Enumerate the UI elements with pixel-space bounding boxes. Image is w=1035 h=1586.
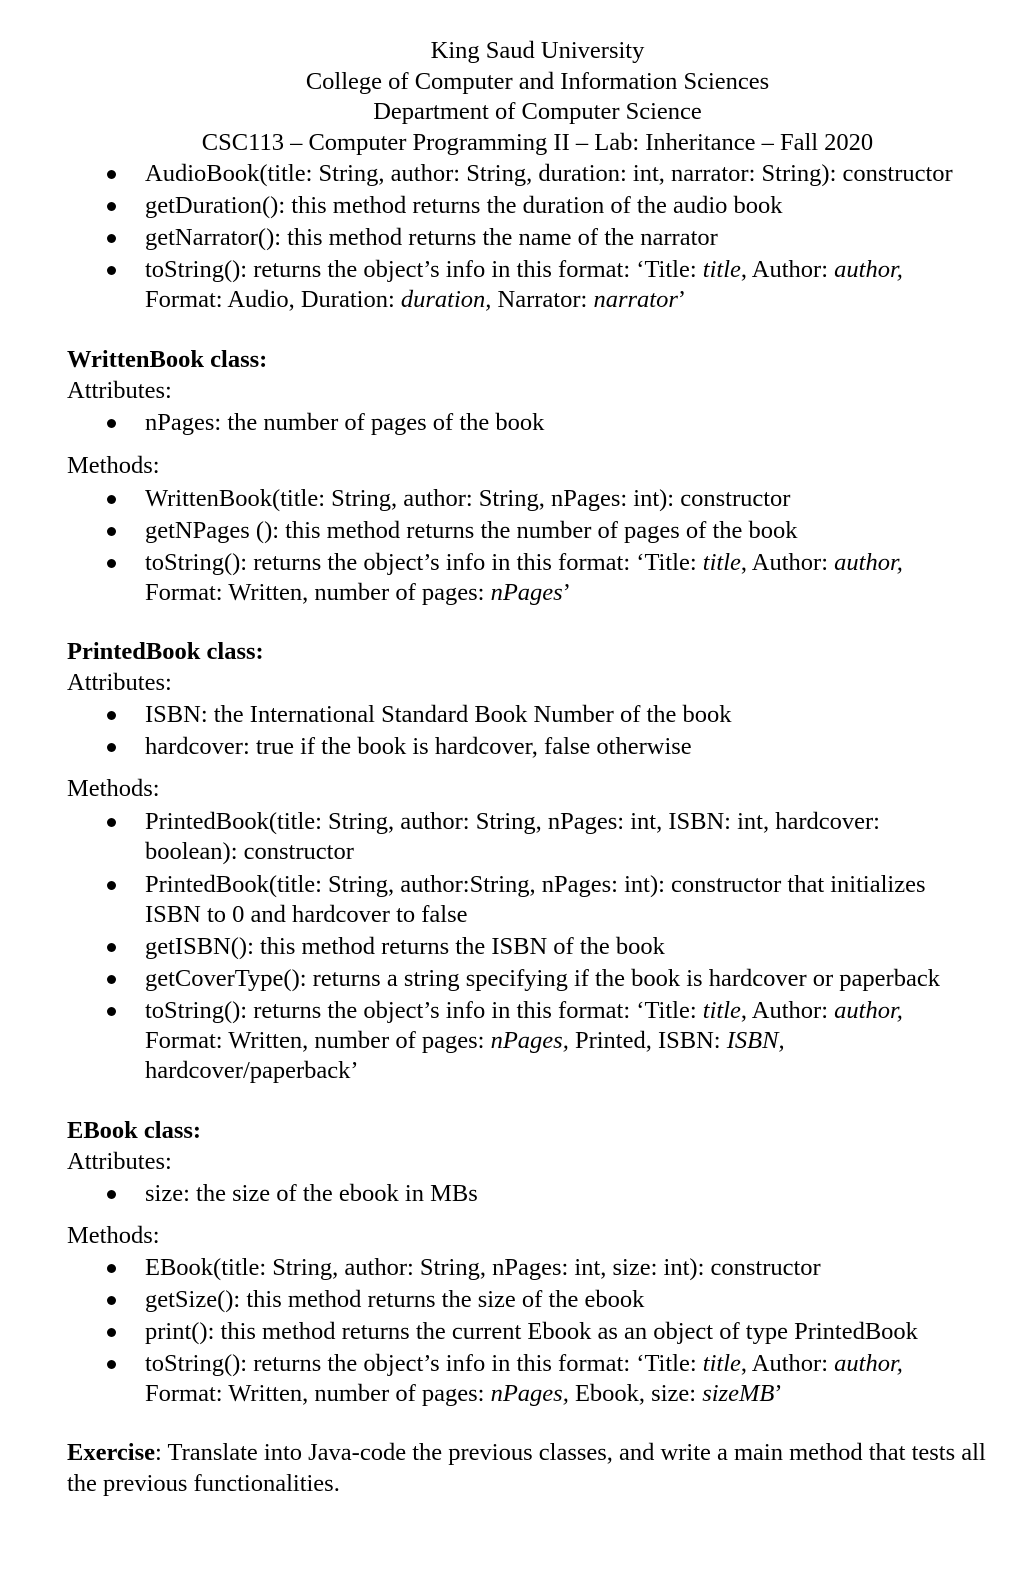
bullet-icon (107, 1296, 116, 1305)
list-item (0, 700, 732, 730)
ebook-attributes-list (0, 1179, 478, 1209)
bullet-icon (107, 202, 116, 211)
writtenbook-class-title: WrittenBook class: (67, 346, 268, 373)
writtenbook-methods-label: Methods: (67, 452, 160, 479)
department-name: Department of Computer Science (373, 98, 702, 125)
bullet-icon (107, 711, 116, 720)
bullet-icon (107, 1360, 116, 1369)
list-item (0, 870, 940, 930)
bullet-icon (107, 975, 116, 984)
list-item (0, 932, 940, 962)
bullet-icon (107, 1328, 116, 1337)
exercise-paragraph (67, 1437, 997, 1499)
list-item (0, 807, 940, 867)
document-header (0, 36, 1035, 158)
list-item (0, 996, 940, 1086)
printedbook-methods-label: Methods: (67, 775, 160, 802)
bullet-icon (107, 234, 116, 243)
isbn-attribute: ISBN: the International Standard Book Number of the book (145, 701, 732, 728)
get-npages-method: getNPages (): this method returns the number of pages of the book (145, 517, 798, 544)
bullet-icon (107, 559, 116, 568)
audiobook-constructor: AudioBook(title: String, author: String, duration: int, narrator: String): constructor (145, 160, 953, 187)
bullet-icon (107, 743, 116, 752)
college-name: College of Computer and Information Sciences (305, 67, 770, 95)
ebook-methods-list (0, 1253, 918, 1409)
writtenbook-attributes-list (0, 408, 544, 438)
bullet-icon (107, 881, 116, 890)
exercise-label: Exercise (67, 1439, 155, 1466)
bullet-icon (107, 1007, 116, 1016)
list-item (0, 1285, 918, 1315)
bullet-icon (107, 495, 116, 504)
list-item (0, 1317, 918, 1347)
bullet-icon (107, 1190, 116, 1199)
list-item (0, 1253, 918, 1283)
bullet-icon (107, 419, 116, 428)
audiobook-tostring-line2: Format: Audio, Duration: duration, Narrator: narrator’ (145, 286, 687, 313)
get-duration-method: getDuration(): this method returns the duration of the audio book (145, 192, 783, 219)
bullet-icon (107, 818, 116, 827)
bullet-icon (107, 266, 116, 275)
audiobook-methods-list (0, 159, 953, 315)
ebook-tostring-line2: Format: Written, number of pages: nPages, Ebook, size: sizeMB’ (145, 1380, 783, 1407)
bullet-icon (107, 527, 116, 536)
writtenbook-attributes-label: Attributes: (67, 377, 172, 404)
bullet-icon (107, 943, 116, 952)
audiobook-tostring-line1: toString(): returns the object’s info in this format: ‘Title: title, Author: author, (145, 256, 903, 283)
course-title: CSC113 – Computer Programming II – Lab: Inheritance – Fall 2020 (201, 128, 874, 156)
printedbook-constructor2-line2: ISBN to 0 and hardcover to false (145, 901, 468, 928)
writtenbook-tostring-line2: Format: Written, number of pages: nPages’ (145, 579, 571, 606)
get-isbn-method: getISBN(): this method returns the ISBN of the book (145, 933, 665, 960)
printedbook-constructor-line1: PrintedBook(title: String, author: String, nPages: int, ISBN: int, hardcover: (145, 808, 880, 835)
list-item (0, 484, 903, 514)
ebook-class-title: EBook class: (67, 1117, 202, 1144)
writtenbook-constructor: WrittenBook(title: String, author: String, nPages: int): constructor (145, 485, 791, 512)
size-attribute: size: the size of the ebook in MBs (145, 1180, 478, 1207)
printedbook-constructor2-line1: PrintedBook(title: String, author:String, nPages: int): constructor that initializes (145, 871, 926, 898)
printedbook-methods-list (0, 807, 940, 1086)
hardcover-attribute: hardcover: true if the book is hardcover, false otherwise (145, 733, 692, 760)
list-item (0, 732, 732, 762)
university-name: King Saud University (430, 37, 645, 64)
ebook-methods-label: Methods: (67, 1222, 160, 1249)
list-item (0, 516, 903, 546)
printedbook-constructor-line2: boolean): constructor (145, 838, 354, 865)
printedbook-class-title: PrintedBook class: (67, 638, 264, 665)
list-item (0, 159, 953, 189)
list-item (0, 223, 953, 253)
print-method: print(): this method returns the current Ebook as an object of type PrintedBook (145, 1318, 918, 1345)
printedbook-tostring-line1: toString(): returns the object’s info in this format: ‘Title: title, Author: author, (145, 997, 903, 1024)
printedbook-tostring-line2: Format: Written, number of pages: nPages, Printed, ISBN: ISBN, (145, 1027, 785, 1054)
bullet-icon (107, 170, 116, 179)
printedbook-tostring-line3: hardcover/paperback’ (145, 1057, 359, 1084)
printedbook-attributes-list (0, 700, 732, 762)
list-item (0, 255, 953, 315)
list-item (0, 191, 953, 221)
ebook-tostring-line1: toString(): returns the object’s info in this format: ‘Title: title, Author: author, (145, 1350, 903, 1377)
list-item (0, 964, 940, 994)
get-cover-type-method: getCoverType(): returns a string specifying if the book is hardcover or paperback (145, 965, 940, 992)
writtenbook-tostring-line1: toString(): returns the object’s info in this format: ‘Title: title, Author: author, (145, 549, 903, 576)
npages-attribute: nPages: the number of pages of the book (145, 409, 545, 436)
writtenbook-methods-list (0, 484, 903, 608)
list-item (0, 548, 903, 608)
list-item (0, 1179, 478, 1209)
ebook-constructor: EBook(title: String, author: String, nPages: int, size: int): constructor (145, 1254, 821, 1281)
get-size-method: getSize(): this method returns the size of the ebook (145, 1286, 645, 1313)
list-item (0, 408, 544, 438)
list-item (0, 1349, 918, 1409)
bullet-icon (107, 1264, 116, 1273)
ebook-attributes-label: Attributes: (67, 1148, 172, 1175)
get-narrator-method: getNarrator(): this method returns the name of the narrator (145, 224, 718, 251)
printedbook-attributes-label: Attributes: (67, 669, 172, 696)
exercise-text: : Translate into Java-code the previous classes, and write a main method that tests all the previous functionalities. (67, 1439, 986, 1497)
